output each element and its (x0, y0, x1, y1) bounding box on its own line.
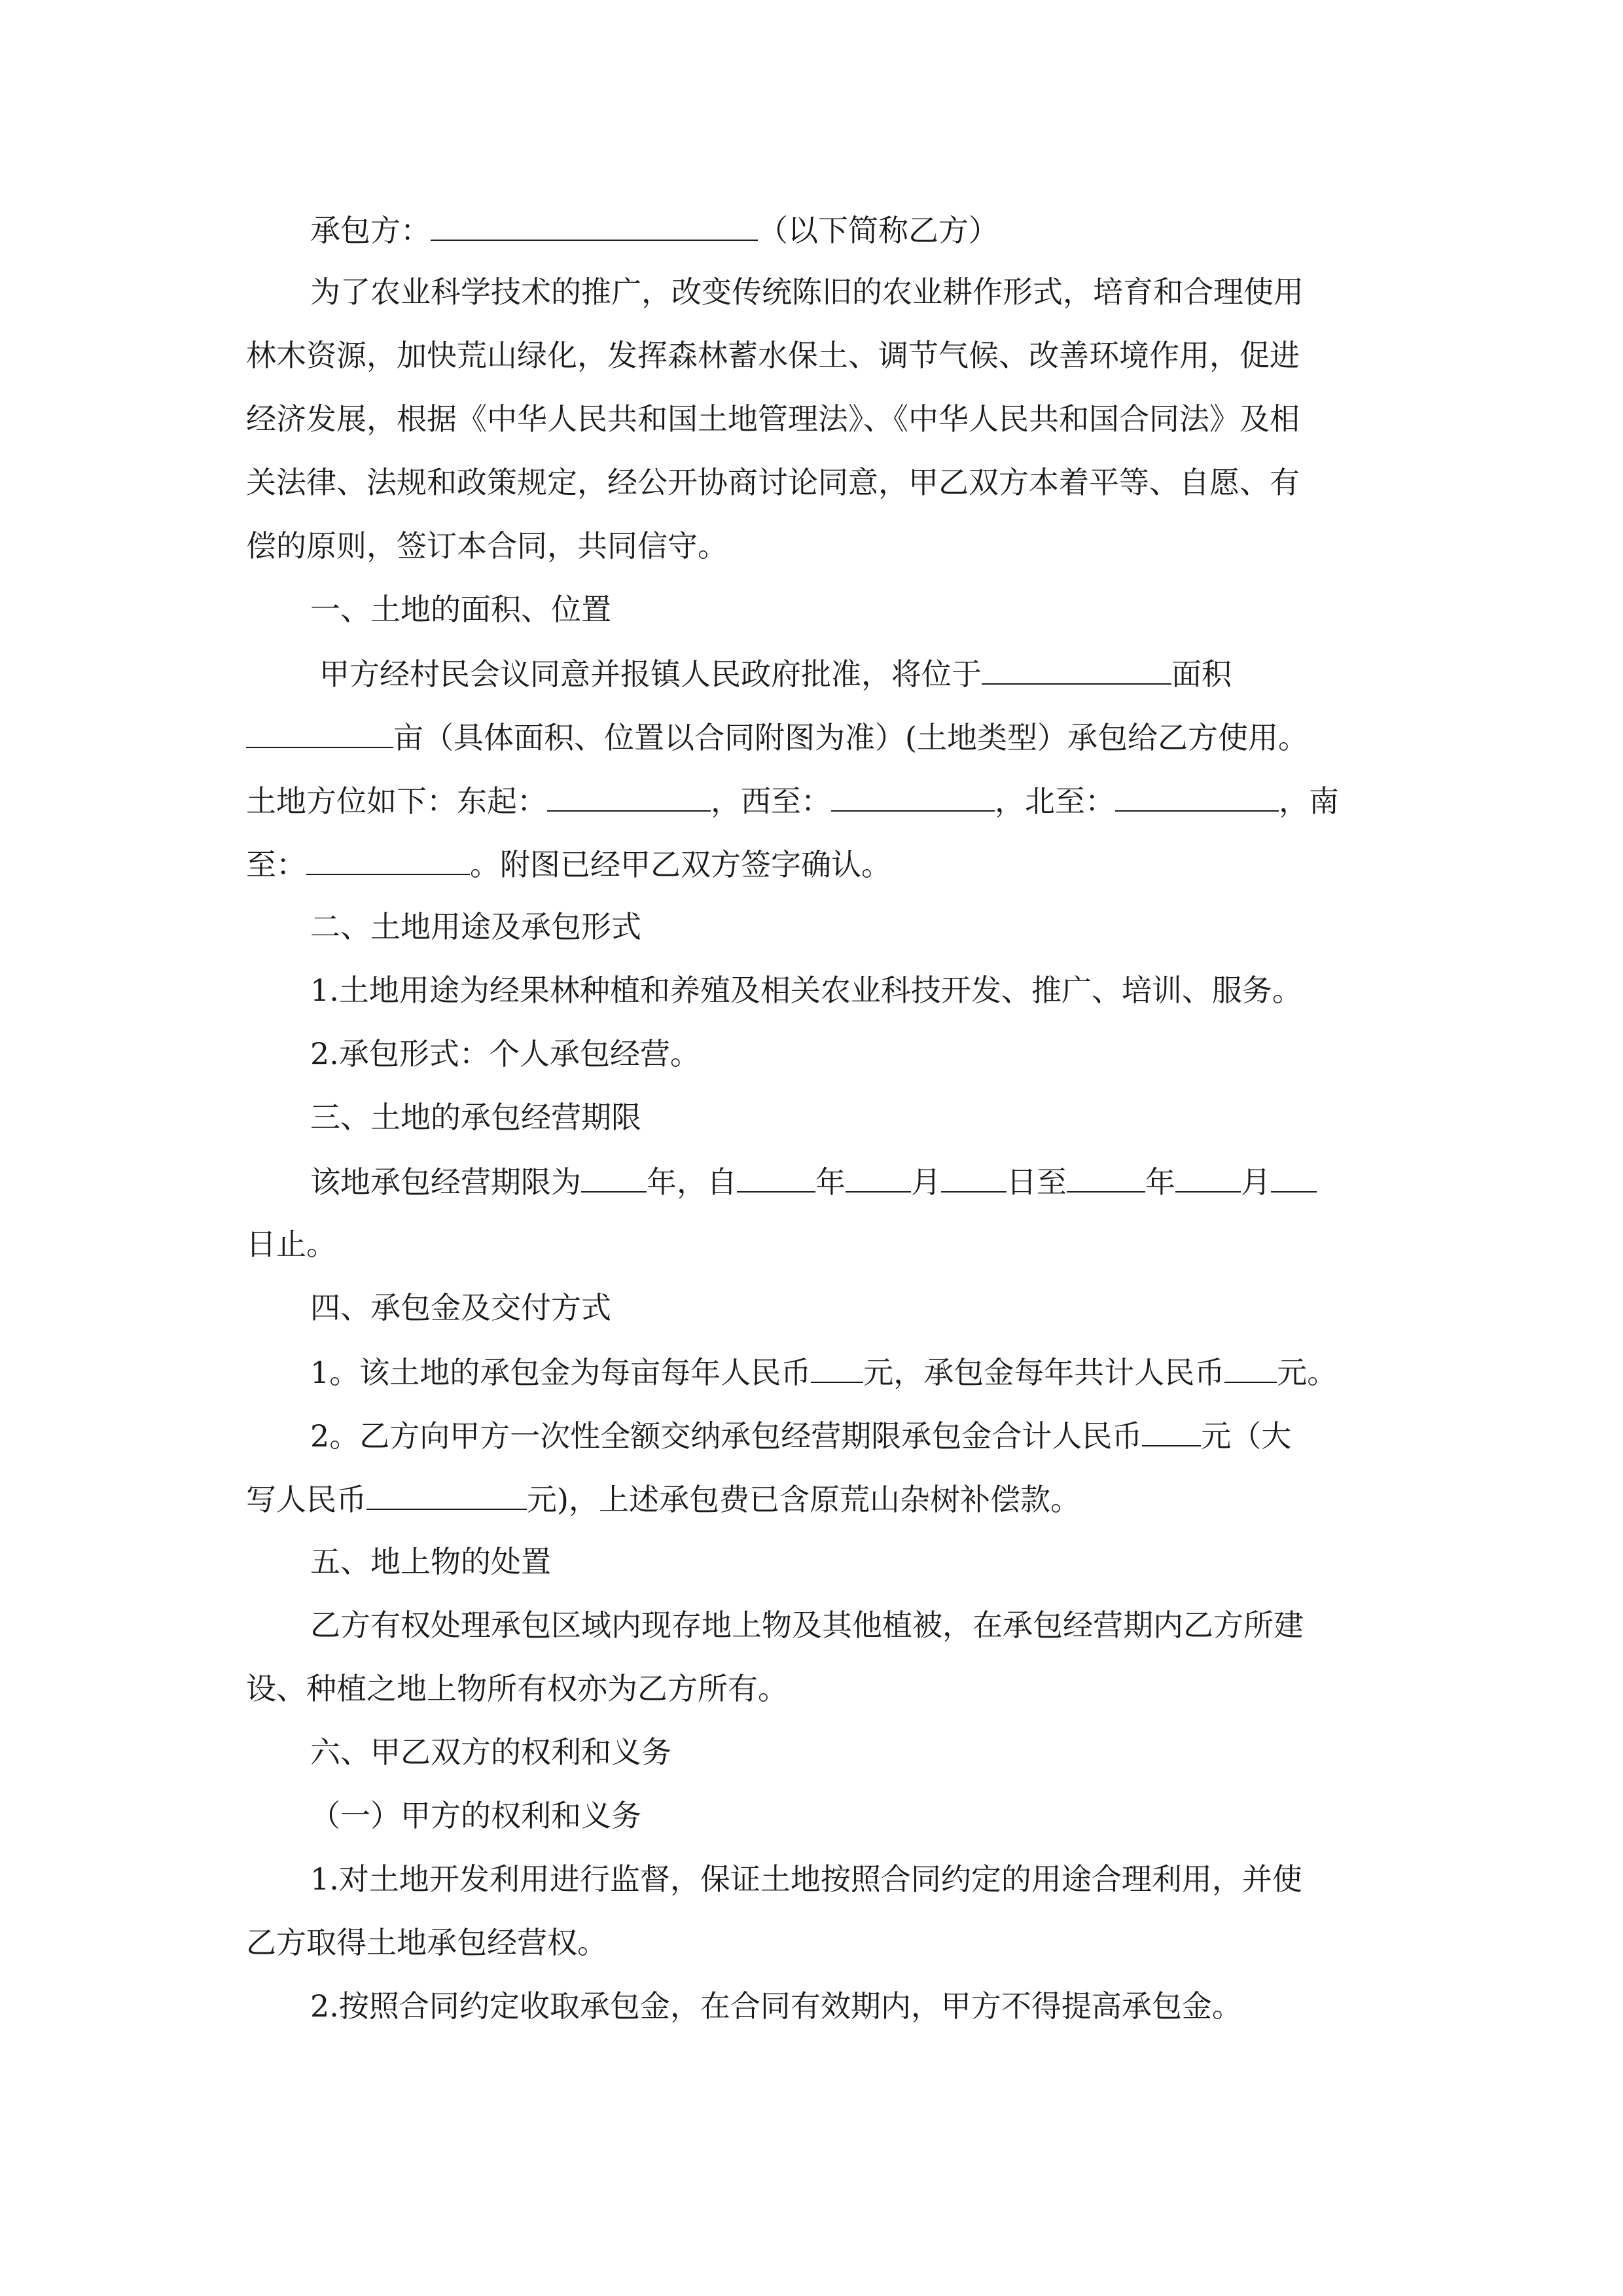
text-segment: 五、地上物的处置 (310, 1544, 551, 1579)
preamble-line (246, 526, 1378, 565)
text-segment: 土地方位如下：东起： (246, 783, 547, 819)
clause-line (310, 1034, 1442, 1073)
blank-field (366, 1479, 527, 1510)
blank-field (306, 844, 470, 875)
preamble-line (310, 272, 1442, 312)
clause-line (310, 1986, 1442, 2026)
blank-field (1271, 1161, 1317, 1193)
blank-field (1067, 1161, 1145, 1193)
text-segment: 写人民币 (246, 1482, 366, 1517)
text-segment: 2.按照合同约定收取承包金，在合同有效期内，甲方不得提高承包金。 (310, 1988, 1242, 2024)
text-segment: 元，承包金每年共计人民币 (863, 1355, 1225, 1390)
preamble-line (246, 399, 1378, 439)
text-segment: 面积 (1171, 656, 1232, 692)
clause-line (319, 653, 1452, 694)
text-segment: ，西至： (711, 783, 831, 819)
text-segment: （以下简称乙方） (758, 213, 999, 248)
clause-line (310, 1352, 1442, 1392)
blank-field (1142, 1415, 1201, 1446)
preamble-line (246, 463, 1378, 502)
text-segment: 三、土地的承包经营期限 (310, 1100, 641, 1135)
section-heading (310, 1732, 1442, 1772)
clause-line (310, 1605, 1442, 1645)
text-segment: 日止。 (246, 1227, 336, 1262)
text-segment: 年 (815, 1164, 846, 1200)
text-segment: 2.承包形式：个人承包经营。 (310, 1036, 700, 1071)
section-heading (310, 1288, 1442, 1327)
blank-field (811, 1352, 863, 1383)
text-segment: 该地承包经营期限为 (310, 1164, 581, 1200)
text-segment: 元（大 (1201, 1418, 1292, 1454)
text-segment: 关法律、法规和政策规定，经公开协商讨论同意，甲乙双方本着平等、自愿、有 (246, 465, 1300, 500)
clause-line (246, 844, 1378, 884)
text-segment: 二、土地用途及承包形式 (310, 909, 641, 944)
text-segment: 承包方： (310, 213, 431, 248)
text-segment: 乙方取得土地承包经营权。 (246, 1925, 607, 1960)
text-segment: 为了农业科学技术的推广，改变传统陈旧的农业耕作形式，培育和合理使用 (310, 274, 1304, 310)
text-segment: 日至 (1007, 1164, 1067, 1200)
text-segment: 经济发展，根据《中华人民共和国土地管理法》、《中华人民共和国合同法》及相 (246, 401, 1300, 437)
clause-line (246, 717, 1378, 757)
text-segment: 林木资源，加快荒山绿化，发挥森林蓄水保土、调节气候、改善环境作用，促进 (246, 338, 1300, 373)
clause-line (310, 1161, 1442, 1202)
text-segment: ，南 (1279, 783, 1339, 819)
text-segment: 年 (1145, 1164, 1175, 1200)
text-segment: 年，自 (647, 1164, 737, 1200)
text-segment: 元。 (1277, 1355, 1338, 1390)
clause-line (246, 1479, 1378, 1519)
subsection-heading (310, 1796, 1442, 1835)
section-heading (310, 590, 1442, 629)
text-segment: 甲方经村民会议同意并报镇人民政府批准，将位于 (319, 656, 982, 692)
clause-line (246, 1923, 1378, 1962)
text-segment: 1.土地用途为经果林种植和养殖及相关农业科技开发、推广、培训、服务。 (310, 973, 1302, 1008)
section-heading (310, 1542, 1442, 1581)
text-segment: 乙方有权处理承包区域内现存地上物及其他植被，在承包经营期内乙方所建 (310, 1607, 1304, 1643)
blank-field (246, 717, 393, 748)
text-segment: 设、种植之地上物所有权亦为乙方所有。 (246, 1671, 788, 1706)
blank-field (431, 209, 758, 241)
blank-field (846, 1161, 911, 1193)
blank-field (1224, 1352, 1277, 1383)
text-segment: 偿的原则，签订本合同，共同信守。 (246, 528, 728, 564)
blank-field (982, 653, 1171, 685)
preamble-line (246, 336, 1378, 375)
clause-line (310, 971, 1442, 1010)
text-segment: ，北至： (995, 783, 1115, 819)
text-segment: 至： (246, 847, 306, 882)
blank-field (581, 1161, 647, 1193)
text-segment: （一）甲方的权利和义务 (310, 1798, 641, 1833)
clause-line (310, 1415, 1442, 1456)
blank-field (737, 1161, 815, 1193)
blank-field (547, 780, 711, 812)
section-heading (310, 907, 1442, 946)
text-segment: 四、承包金及交付方式 (310, 1290, 611, 1325)
clause-line (246, 1225, 1378, 1264)
text-segment: 亩（具体面积、位置以合同附图为准）(土地类型）承包给乙方使用。 (393, 720, 1308, 755)
blank-field (1175, 1161, 1241, 1193)
contractor-line (310, 209, 1442, 250)
blank-field (831, 780, 995, 812)
blank-field (941, 1161, 1007, 1193)
text-segment: 1.对土地开发利用进行监督，保证土地按照合同约定的用途合理利用，并使 (310, 1861, 1302, 1897)
text-segment: 元)，上述承包费已含原荒山杂树补偿款。 (527, 1482, 1080, 1517)
text-segment: 一、土地的面积、位置 (310, 592, 611, 627)
clause-line (246, 780, 1378, 821)
clause-line (310, 1859, 1442, 1899)
text-segment: 1。该土地的承包金为每亩每年人民币 (310, 1355, 812, 1390)
section-heading (310, 1098, 1442, 1137)
text-segment: 。附图已经甲乙双方签字确认。 (470, 847, 891, 882)
text-segment: 月 (911, 1164, 941, 1200)
clause-line (246, 1669, 1378, 1708)
blank-field (1115, 780, 1279, 812)
text-segment: 月 (1241, 1164, 1271, 1200)
text-segment: 六、甲乙双方的权利和义务 (310, 1734, 671, 1770)
text-segment: 2。乙方向甲方一次性全额交纳承包经营期限承包金合计人民币 (310, 1418, 1143, 1454)
